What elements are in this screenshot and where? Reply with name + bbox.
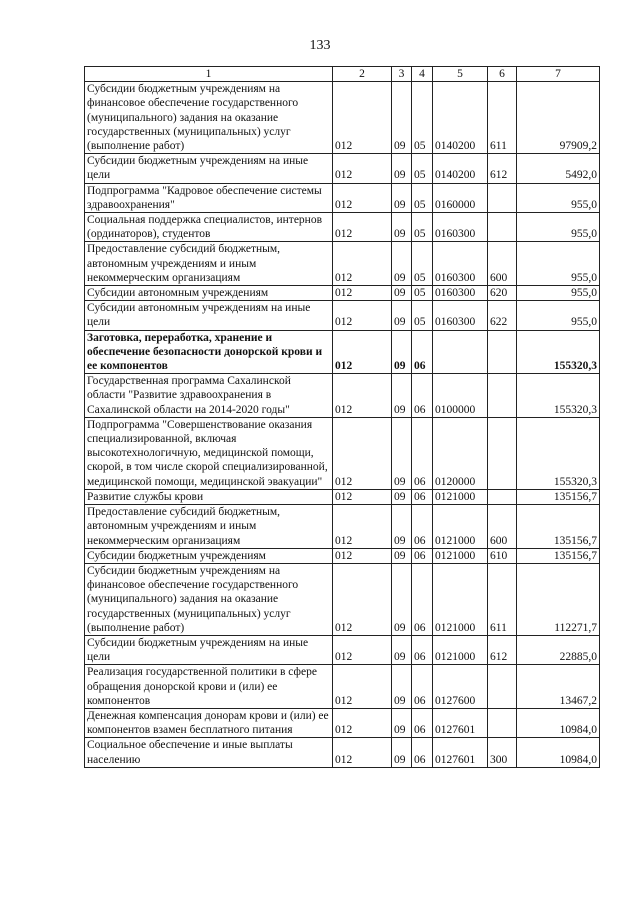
target-article-cell: 0121000: [433, 635, 488, 664]
target-article-cell: 0121000: [433, 505, 488, 549]
amount-cell: 955,0: [517, 183, 600, 212]
target-article-cell: [433, 330, 488, 374]
amount-cell: 10984,0: [517, 738, 600, 767]
table-row: [85, 563, 600, 635]
amount-cell: 22885,0: [517, 635, 600, 664]
subsection-cell: 06: [412, 563, 433, 635]
table-row: [85, 708, 600, 737]
target-article-cell: 0160000: [433, 183, 488, 212]
expense-type-cell: [488, 489, 517, 504]
section-cell: 09: [392, 548, 412, 563]
amount-cell: 5492,0: [517, 154, 600, 183]
column-header: 2: [333, 67, 392, 82]
section-cell: 09: [392, 154, 412, 183]
amount-cell: 155320,3: [517, 374, 600, 418]
table-row: [85, 286, 600, 301]
target-article-cell: 0120000: [433, 417, 488, 489]
section-cell: 09: [392, 286, 412, 301]
section-cell: 09: [392, 489, 412, 504]
amount-cell: 135156,7: [517, 548, 600, 563]
amount-cell: 155320,3: [517, 330, 600, 374]
subsection-cell: 06: [412, 548, 433, 563]
table-row: [85, 242, 600, 286]
expense-type-cell: 612: [488, 154, 517, 183]
expense-type-cell: [488, 374, 517, 418]
section-cell: 09: [392, 183, 412, 212]
target-article-cell: 0160300: [433, 242, 488, 286]
expense-type-cell: 611: [488, 563, 517, 635]
expense-type-cell: 600: [488, 505, 517, 549]
column-header: 7: [517, 67, 600, 82]
subsection-cell: 06: [412, 374, 433, 418]
row-name-cell: Социальная поддержка специалистов, интернов (ординаторов), студентов: [85, 213, 333, 242]
subsection-cell: 05: [412, 286, 433, 301]
subsection-cell: 06: [412, 505, 433, 549]
gov-code-cell: 012: [333, 330, 392, 374]
expense-type-cell: [488, 417, 517, 489]
table-row: [85, 417, 600, 489]
table-row: [85, 505, 600, 549]
subsection-cell: 06: [412, 665, 433, 709]
target-article-cell: 0127601: [433, 708, 488, 737]
row-name-cell: Субсидии бюджетным учреждениям: [85, 548, 333, 563]
row-name-cell: Предоставление субсидий бюджетным, автономным учреждениям и иным некоммерческим организациям: [85, 242, 333, 286]
gov-code-cell: 012: [333, 301, 392, 330]
expense-type-cell: 600: [488, 242, 517, 286]
row-name-cell: Подпрограмма "Совершенствование оказания специализированной, включая высокотехнологичную, медицинской помощи, скорой, в том числе скорой специализированной, медицинской помощи, медицинской эвакуации": [85, 417, 333, 489]
table-row: [85, 301, 600, 330]
row-name-cell: Государственная программа Сахалинской области "Развитие здравоохранения в Сахалинской области на 2014-2020 годы": [85, 374, 333, 418]
table-row: [85, 154, 600, 183]
row-name-cell: Подпрограмма "Кадровое обеспечение системы здравоохранения": [85, 183, 333, 212]
subsection-cell: 05: [412, 183, 433, 212]
target-article-cell: 0121000: [433, 563, 488, 635]
gov-code-cell: 012: [333, 548, 392, 563]
page-number: 133: [309, 38, 331, 53]
amount-cell: 955,0: [517, 286, 600, 301]
section-cell: 09: [392, 330, 412, 374]
target-article-cell: 0121000: [433, 489, 488, 504]
row-name-cell: Денежная компенсация донорам крови и (или) ее компонентов взамен бесплатного питания: [85, 708, 333, 737]
expense-type-cell: 622: [488, 301, 517, 330]
target-article-cell: 0127600: [433, 665, 488, 709]
expense-type-cell: 620: [488, 286, 517, 301]
section-cell: 09: [392, 738, 412, 767]
section-cell: 09: [392, 374, 412, 418]
target-article-cell: 0140200: [433, 154, 488, 183]
gov-code-cell: 012: [333, 635, 392, 664]
gov-code-cell: 012: [333, 665, 392, 709]
table-body: [85, 82, 600, 768]
section-cell: 09: [392, 505, 412, 549]
amount-cell: 13467,2: [517, 665, 600, 709]
gov-code-cell: 012: [333, 374, 392, 418]
table-row: [85, 665, 600, 709]
row-name-cell: Субсидии бюджетным учреждениям на финансовое обеспечение государственного (муниципального) задания на оказание государственных (муниципальных) услуг (выполнение работ): [85, 82, 333, 154]
row-name-cell: Развитие службы крови: [85, 489, 333, 504]
column-header: 6: [488, 67, 517, 82]
section-cell: 09: [392, 635, 412, 664]
expense-type-cell: [488, 665, 517, 709]
row-name-cell: Субсидии бюджетным учреждениям на иные цели: [85, 154, 333, 183]
table-row: [85, 548, 600, 563]
expense-type-cell: [488, 183, 517, 212]
column-header: 5: [433, 67, 488, 82]
row-name-cell: Субсидии автономным учреждениям на иные цели: [85, 301, 333, 330]
gov-code-cell: 012: [333, 82, 392, 154]
section-cell: 09: [392, 665, 412, 709]
gov-code-cell: 012: [333, 183, 392, 212]
row-name-cell: Социальное обеспечение и иные выплаты населению: [85, 738, 333, 767]
gov-code-cell: 012: [333, 708, 392, 737]
table-row: [85, 635, 600, 664]
gov-code-cell: 012: [333, 505, 392, 549]
column-header: 3: [392, 67, 412, 82]
gov-code-cell: 012: [333, 154, 392, 183]
section-cell: 09: [392, 301, 412, 330]
expense-type-cell: 612: [488, 635, 517, 664]
amount-cell: 155320,3: [517, 417, 600, 489]
table-row: [85, 489, 600, 504]
table-row: [85, 374, 600, 418]
section-cell: 09: [392, 213, 412, 242]
table-row: [85, 82, 600, 154]
amount-cell: 955,0: [517, 301, 600, 330]
row-name-cell: Субсидии автономным учреждениям: [85, 286, 333, 301]
section-cell: 09: [392, 417, 412, 489]
row-name-cell: Реализация государственной политики в сфере обращения донорской крови и (или) ее компонентов: [85, 665, 333, 709]
table-row: [85, 330, 600, 374]
expense-type-cell: [488, 213, 517, 242]
amount-cell: 955,0: [517, 213, 600, 242]
expense-type-cell: [488, 330, 517, 374]
gov-code-cell: 012: [333, 286, 392, 301]
row-name-cell: Заготовка, переработка, хранение и обеспечение безопасности донорской крови и ее компонентов: [85, 330, 333, 374]
target-article-cell: 0121000: [433, 548, 488, 563]
gov-code-cell: 012: [333, 563, 392, 635]
column-header: 1: [85, 67, 333, 82]
target-article-cell: 0160300: [433, 286, 488, 301]
subsection-cell: 05: [412, 154, 433, 183]
target-article-cell: 0160300: [433, 301, 488, 330]
expense-type-cell: 611: [488, 82, 517, 154]
gov-code-cell: 012: [333, 417, 392, 489]
section-cell: 09: [392, 563, 412, 635]
target-article-cell: 0140200: [433, 82, 488, 154]
table-row: [85, 183, 600, 212]
subsection-cell: 06: [412, 330, 433, 374]
amount-cell: 112271,7: [517, 563, 600, 635]
target-article-cell: 0160300: [433, 213, 488, 242]
expense-type-cell: 610: [488, 548, 517, 563]
row-name-cell: Субсидии бюджетным учреждениям на финансовое обеспечение государственного (муниципального) задания на оказание государственных (муниципальных) услуг (выполнение работ): [85, 563, 333, 635]
section-cell: 09: [392, 82, 412, 154]
expense-type-cell: 300: [488, 738, 517, 767]
subsection-cell: 06: [412, 708, 433, 737]
table-row: [85, 738, 600, 767]
amount-cell: 10984,0: [517, 708, 600, 737]
subsection-cell: 05: [412, 242, 433, 286]
header-row: [85, 67, 600, 82]
budget-table: [84, 66, 600, 768]
gov-code-cell: 012: [333, 213, 392, 242]
subsection-cell: 05: [412, 213, 433, 242]
subsection-cell: 06: [412, 635, 433, 664]
subsection-cell: 06: [412, 417, 433, 489]
amount-cell: 97909,2: [517, 82, 600, 154]
target-article-cell: 0100000: [433, 374, 488, 418]
section-cell: 09: [392, 242, 412, 286]
expense-type-cell: [488, 708, 517, 737]
row-name-cell: Субсидии бюджетным учреждениям на иные цели: [85, 635, 333, 664]
table-row: [85, 213, 600, 242]
gov-code-cell: 012: [333, 242, 392, 286]
subsection-cell: 06: [412, 489, 433, 504]
subsection-cell: 06: [412, 738, 433, 767]
amount-cell: 135156,7: [517, 489, 600, 504]
gov-code-cell: 012: [333, 489, 392, 504]
amount-cell: 135156,7: [517, 505, 600, 549]
amount-cell: 955,0: [517, 242, 600, 286]
column-header: 4: [412, 67, 433, 82]
subsection-cell: 05: [412, 82, 433, 154]
subsection-cell: 05: [412, 301, 433, 330]
row-name-cell: Предоставление субсидий бюджетным, автономным учреждениям и иным некоммерческим организациям: [85, 505, 333, 549]
target-article-cell: 0127601: [433, 738, 488, 767]
gov-code-cell: 012: [333, 738, 392, 767]
section-cell: 09: [392, 708, 412, 737]
